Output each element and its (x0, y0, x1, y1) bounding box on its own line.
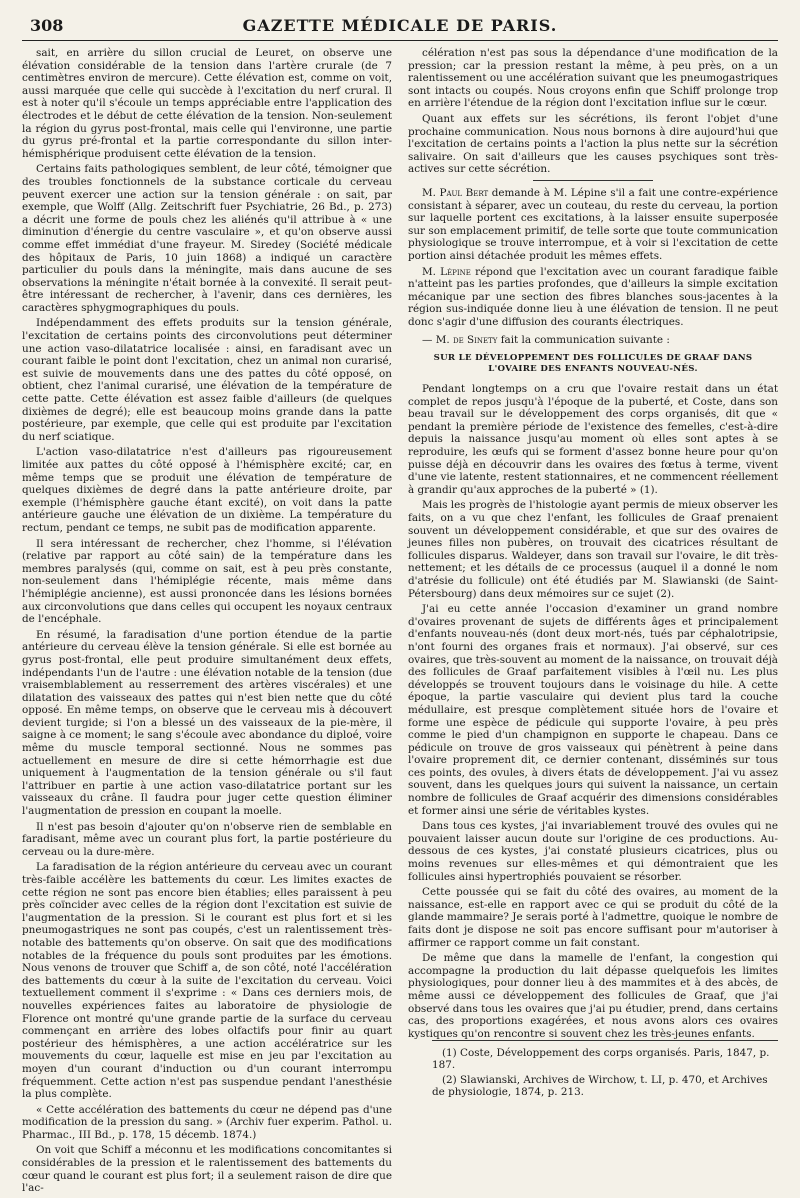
two-column-body (22, 47, 778, 1198)
paragraph: L'action vaso-dilatatrice n'est d'ailleurs pas rigoureusement limitée aux pattes du côté opposé à l'hémisphère excité; car, en même temps que se produit une élévation de température de quelques dixièmes de degré dans la patte antérieure droite, par exemple (l'hémisphère gauche étant excité), on voit dans la patte antérieure gauche une élévation de un dixième. La température du rectum, pendant ce temps, ne subit pas de modification apparente. (22, 446, 392, 534)
page-header (22, 14, 778, 41)
page-number: 308 (30, 16, 64, 35)
speaker-name: M. Lépine (422, 265, 471, 278)
speaker-name: M. Paul Bert (422, 186, 489, 199)
speech-text: demande à M. Lépine s'il a fait une contre-expérience consistant à séparer, avec un couteau, du reste du cerveau, la portion sur laquelle portent ces excitations, à la laisser ensuite superposée sur son emplacement primitif, de telle sorte que toute communication physiologique se trouve interrompue, et à voir si l'excitation de cette portion ainsi détachée produit les mêmes effets. (408, 186, 778, 262)
speaker-prefix: — M. (422, 334, 453, 347)
paragraph: Mais les progrès de l'histologie ayant permis de mieux observer les faits, on a vu que chez l'enfant, les follicules de Graaf prenaient souvent un développement considérable, et que sur des ovaires de jeunes filles non pubères, on trouvait des cicatrices résultant de follicules disparus. Waldeyer, dans son travail sur l'ovaire, le dit très-nettement; et les détails de ce processus (auquel il a donné le nom d'atrésie du follicule) ont été étudiés par M. Slawianski (de Saint-Pétersbourg) dans deux mémoires sur ce sujet (2). (408, 499, 778, 600)
paragraph-bert (408, 187, 778, 263)
paragraph: Certains faits pathologiques semblent, de leur côté, témoigner que des troubles fonctionnels de la substance corticale du cerveau peuvent exercer une action sur la tension générale : on sait, par exemple, que Wolff (Allg. Zeitschrift fuer Psychiatrie, 26 Bd., p. 273) a décrit une forme de pouls chez les aliénés qu'il attribue à « une diminution d'énergie du centre vasculaire », et qu'on observe aussi comme effet immédiat d'une frayeur. M. Siredey (Société médicale des hôpitaux de Paris, 10 juin 1868) a indiqué un caractère particulier du pouls dans la méningite, mais dans aucune de ses observations la méningite n'était bornée à la convexité. Il serait peut-être intéressant de rechercher, à l'avenir, dans ces dernières, les caractères sphygmographiques du pouls. (22, 163, 392, 314)
paragraph: De même que dans la mamelle de l'enfant, la congestion qui accompagne la production du lait dépasse quelquefois les limites physiologiques, pour donner lieu à des mammites et à des abcès, de même aussi ce développement des follicules de Graaf, que j'ai observé dans tous les ovaires que j'ai pu étudier, prend, dans certains cas, des proportions exagérées, et nous avons alors ces ovaires kystiques qu'on rencontre si souvent chez les très-jeunes enfants. (408, 952, 778, 1040)
left-column (22, 47, 392, 1198)
paragraph: En résumé, la faradisation d'une portion étendue de la partie antérieure du cerveau élève la tension générale. Si elle est bornée au gyrus post-frontal, elle peut produire simultanément deux effets, indépendants l'un de l'autre : une élévation notable de la tension (due vraisemblablement au resserrement des artères viscérales) et une dilatation des vaisseaux des pattes qui n'est bien nette que du côté opposé. En même temps, on observe que le cerveau mis à découvert devient turgide; si l'on a blessé un des vaisseaux de la pie-mère, il saigne à ce moment; le sang s'écoule avec abondance du diploé, voire même du muscle temporal sectionné. Nous ne sommes pas actuellement en mesure de dire si cette hémorrhagie est due uniquement à l'augmentation de la tension générale ou s'il faut l'attribuer en partie à une action vaso-dilatatrice portant sur les vaisseaux du crâne. Il faudra pour juger cette question éliminer l'augmentation de pression en coupant la moelle. (22, 628, 392, 818)
paragraph: Quant aux effets sur les sécrétions, ils feront l'objet d'une prochaine communication. Nous nous bornons à dire aujourd'hui que l'excitation de certains points a l'action la plus nette sur la sécrétion salivaire. On sait d'ailleurs que les causes psychiques sont très-actives sur cette sécrétion. (408, 112, 778, 176)
paragraph: célération n'est pas sous la dépendance d'une modification de la pression; car la pression restant la même, à peu près, on a un ralentissement ou une accélération suivant que les pneumogastriques sont intacts ou coupés. Nous croyons enfin que Schiff prolonge trop en arrière l'étendue de la région dont l'excitation influe sur le cœur. (408, 47, 778, 110)
right-column (408, 47, 778, 1198)
paragraph-lepine (408, 266, 778, 329)
speaker-name: de Sinety (452, 334, 498, 347)
paragraph: La faradisation de la région antérieure du cerveau avec un courant très-faible accélère les battements du cœur. Les limites exactes de cette région ne sont pas encore bien établies; elles paraissent à peu près coïncider avec celles de la région dont l'excitation est suivie de l'augmentation de la pression. Si le courant est plus fort et si les pneumogastriques ne sont pas coupés, c'est un ralentissement très-notable des battements qu'on observe. On sait que des modifications notables de la fréquence du pouls sont produites par les émotions. Nous venons de trouver que Schiff a, de son côté, noté l'accélération des battements du cœur à la suite de l'excitation du cerveau. Voici textuellement comment il s'exprime : « Dans ces derniers mois, de nouvelles expériences faites au laboratoire de physiologie de Florence ont montré qu'une grande partie de la surface du cerveau commençant en arrière des lobes olfactifs pour finir au quart postérieur des hémisphères, a une action accélératrice sur les mouvements du cœur, laquelle est mise en jeu par l'excitation au moyen d'un courant d'induction ou d'un courant interrompu fréquemment. Cette action n'est pas suspendue pendant l'anesthésie la plus complète. (22, 861, 392, 1101)
footnote: (2) Slawianski, Archives de Wirchow, t. LI, p. 470, et Archives de physiologie, 1874, p. 213. (432, 1073, 768, 1099)
paragraph: Il sera intéressant de rechercher, chez l'homme, si l'élévation (relative par rapport au côté sain) de la température dans les membres paralysés (qui, comme on sait, est à peu près constante, non-seulement dans l'hémiplégie récente, mais même dans l'hémiplégie ancienne), est aussi prononcée dans les lésions bornées aux circonvolutions que dans celles qui occupent les noyaux centraux de l'encéphale. (22, 537, 392, 626)
paragraph: Pendant longtemps on a cru que l'ovaire restait dans un état complet de repos jusqu'à l'époque de la puberté, et Coste, dans son beau travail sur le développement des corps organisés, dit que « pendant la première période de l'existence des femelles, c'est-à-dire depuis la naissance jusqu'au moment où elles sont aptes à se reproduire, les œufs qui se forment d'assez bonne heure pour qu'on puisse déjà en découvrir dans les ovaires des fœtus à terme, vivent d'une vie latente, restent stationnaires, et ne commencent réellement à grandir qu'aux approches de la puberté » (1). (408, 383, 778, 496)
paragraph: Il n'est pas besoin d'ajouter qu'on n'observe rien de semblable en faradisant, même avec un courant plus fort, la partie postérieure du cerveau ou la dure-mère. (22, 820, 392, 858)
paragraph: Cette poussée qui se fait du côté des ovaires, au moment de la naissance, est-elle en rapport avec ce qui se produit du côté de la glande mammaire? Je serais porté à l'admettre, quoique le nombre de faits dont je dispose ne soit pas encore suffisant pour m'autoriser à affirmer ce rapport comme un fait constant. (408, 886, 778, 949)
running-title: GAZETTE MÉDICALE DE PARIS. (242, 16, 558, 35)
footnotes (432, 1040, 778, 1101)
footnote: (1) Coste, Développement des corps organisés. Paris, 1847, p. 187. (432, 1047, 770, 1072)
paragraph: Indépendamment des effets produits sur la tension générale, l'excitation de certains points des circonvolutions peut déterminer une action vaso-dilatatrice localisée : ainsi, en faradisant avec un courant faible le point dont l'excitation, chez un animal non curarisé, est suivie de mouvements dans une des pattes du côté opposé, on obtient, chez l'animal curarisé, une élévation de la température de cette patte. Cette élévation est assez faible d'ailleurs (de quelques dixièmes de degré); elle est beaucoup moins grande dans la patte postérieure, par exemple, que celle qui est produite par l'excitation du nerf sciatique. (22, 317, 392, 443)
separator-rule (533, 180, 653, 181)
paragraph-sinety (408, 334, 778, 347)
paragraph: « Cette accélération des battements du cœur ne dépend pas d'une modification de la pression du sang. » (Archiv fuer experim. Pathol. u. Pharmac., III Bd., p. 178, 15 décemb. 1874.) (22, 1103, 392, 1141)
paragraph: J'ai eu cette année l'occasion d'examiner un grand nombre d'ovaires provenant de sujets de différents âges et principalement d'enfants nouveau-nés (dont deux mort-nés, tués par céphalotripsie, n'ont fourni des organes frais et normaux). J'ai observé, sur ces ovaires, que très-souvent au moment de la naissance, on trouvait déjà des follicules de Graaf parfaitement visibles à l'œil nu. Les plus développés se trouvent toujours dans le voisinage du hile. A cette époque, la partie vasculaire qui devient plus tard la couche médullaire, est presque complètement située hors de l'ovaire et forme une espèce de pédicule qui supporte l'ovaire, à peu près comme le pied d'un champignon en supporte le chapeau. Dans ce pédicule on trouve de gros vaisseaux qui pénètrent à peine dans l'ovaire proprement dit, ce dernier contenant, disséminés sur tous ces points, des ovules, à divers états de développement. J'ai vu assez souvent, dans les quelques jours qui suivent la naissance, un certain nombre de follicules de Graaf acquérir des dimensions considérables et former ainsi une série de véritables kystes. (408, 603, 778, 817)
section-heading: SUR LE DÉVELOPPEMENT DES FOLLICULES DE GRAAF DANS L'OVAIRE DES ENFANTS NOUVEAU-NÉS. (433, 353, 753, 375)
speech-text: répond que l'excitation avec un courant faradique faible n'atteint pas les parties profondes, que d'ailleurs la simple excitation mécanique par une section des fibres blanches sous-jacentes à la région sus-indiquée donne lieu à une élévation de tension. Il ne peut donc s'agir d'une diffusion des courants électriques. (408, 265, 778, 328)
speech-text: fait la communication suivante : (497, 334, 670, 347)
paragraph: On voit que Schiff a méconnu et les modifications concomitantes si considérables de la pression et le ralentissement des battements du cœur quand le courant est plus fort; il a seulement raison de dire que l'ac- (22, 1144, 392, 1195)
paragraph: Dans tous ces kystes, j'ai invariablement trouvé des ovules qui ne pouvaient laisser aucun doute sur l'origine de ces productions. Au-dessous de ces kystes, j'ai constaté plusieurs cicatrices, plus ou moins revenues sur elles-mêmes et qui démontraient que les follicules ainsi hypertrophiés pouvaient se résorber. (408, 820, 778, 883)
paragraph: sait, en arrière du sillon crucial de Leuret, on observe une élévation considérable de la tension dans l'artère crurale (de 7 centimètres environ de mercure). Cette élévation est, comme on voit, aussi marquée que celle qui succède à l'excitation du nerf crural. Il est à noter qu'il s'écoule un temps appréciable entre l'application des électrodes et le début de cette élévation de la tension. Non-seulement la région du gyrus post-frontal, mais celle qui l'environne, une partie du gyrus pré-frontal et la partie correspondante du sillon inter-hémisphérique produisent cette élévation de la tension. (22, 47, 392, 160)
